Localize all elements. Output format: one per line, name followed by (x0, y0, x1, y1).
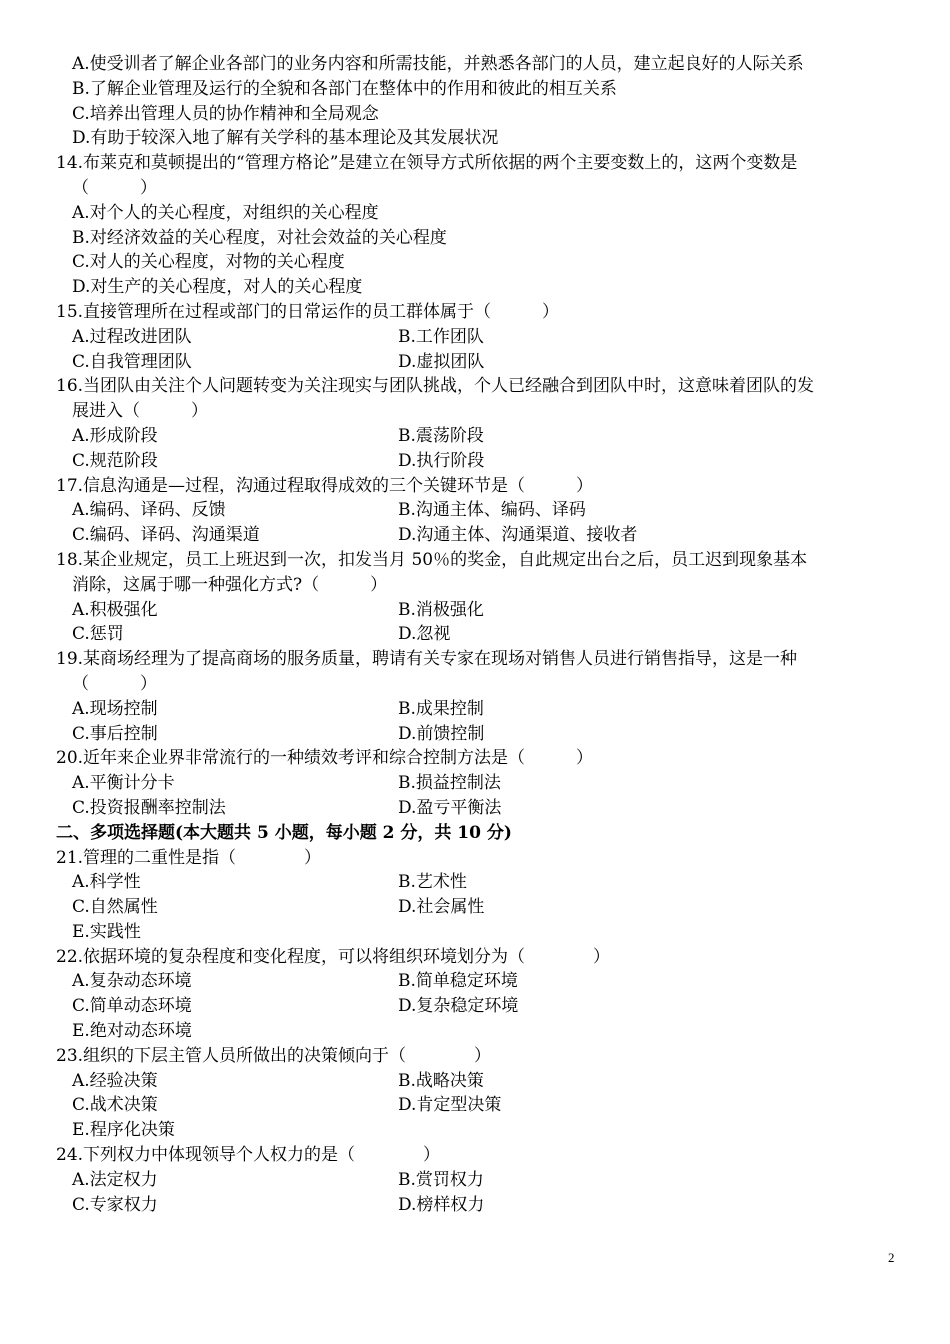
question-continuation: 消除，这属于哪一种强化方式?（ ） (72, 574, 388, 595)
question-text: 24.下列权力中体现领导个人权力的是（ ） (56, 1145, 441, 1166)
option-text: A.现场控制 (72, 698, 158, 719)
page-number: 2 (888, 1250, 895, 1265)
option-text: A.平衡计分卡 (72, 773, 175, 794)
option-text: C.投资报酬率控制法 (72, 797, 226, 818)
option-text: A.过程改进团队 (72, 326, 192, 347)
option-row (0, 1069, 950, 1094)
question-text: 21.管理的二重性是指（ ） (56, 847, 322, 868)
option-text: D.盈亏平衡法 (398, 797, 502, 818)
option-text: C.自然属性 (72, 897, 158, 918)
question-text: 16.当团队由关注个人问题转变为关注现实与团队挑战，个人已经融合到团队中时，这意味着团队的发 (56, 376, 815, 397)
option-text: A.法定权力 (72, 1169, 158, 1190)
option-text: E.绝对动态环境 (72, 1021, 192, 1042)
option-text: B.震荡阶段 (398, 425, 484, 446)
question-continuation: 展进入（ ） (72, 401, 208, 422)
question-text: 20.近年来企业界非常流行的一种绩效考评和综合控制方法是（ ） (56, 748, 594, 769)
option-text: B.艺术性 (398, 872, 467, 893)
option-text: D.前馈控制 (398, 723, 485, 744)
document-body (0, 52, 950, 1217)
option-text: A.形成阶段 (72, 425, 158, 446)
question-text: 15.直接管理所在过程或部门的日常运作的员工群体属于（ ） (56, 301, 560, 322)
question-continuation: （ ） (72, 673, 157, 694)
option-row (0, 895, 950, 920)
option-text: B.简单稳定环境 (398, 971, 518, 992)
option-text: C.惩罚 (72, 624, 124, 645)
question-text: 22.依据环境的复杂程度和变化程度，可以将组织环境划分为（ ） (56, 946, 611, 967)
option-row (0, 697, 950, 722)
option-text: D.对生产的关心程度，对人的关心程度 (72, 277, 363, 298)
question-continuation: （ ） (72, 177, 157, 198)
option-row (0, 994, 950, 1019)
option-text: C.培养出管理人员的协作精神和全局观念 (72, 103, 379, 124)
option-text: A.科学性 (72, 872, 141, 893)
option-text: B.工作团队 (398, 326, 484, 347)
option-text: B.赏罚权力 (398, 1169, 484, 1190)
option-text: D.肯定型决策 (398, 1095, 502, 1116)
option-text: B.对经济效益的关心程度，对社会效益的关心程度 (72, 227, 447, 248)
option-text: D.执行阶段 (398, 450, 485, 471)
option-row (0, 598, 950, 623)
option-row (0, 771, 950, 796)
option-row (0, 870, 950, 895)
option-row (0, 722, 950, 747)
option-text: E.实践性 (72, 921, 141, 942)
option-text: A.编码、译码、反馈 (72, 500, 226, 521)
option-row (0, 523, 950, 548)
option-row (0, 498, 950, 523)
question-text: 23.组织的下层主管人员所做出的决策倾向于（ ） (56, 1045, 492, 1066)
option-text: B.沟通主体、编码、译码 (398, 500, 586, 521)
option-text: A.复杂动态环境 (72, 971, 192, 992)
option-text: D.社会属性 (398, 897, 485, 918)
option-text: D.有助于较深入地了解有关学科的基本理论及其发展状况 (72, 128, 499, 149)
option-text: D.复杂稳定环境 (398, 996, 519, 1017)
option-row (0, 969, 950, 994)
option-text: B.损益控制法 (398, 773, 501, 794)
option-text: A.积极强化 (72, 599, 158, 620)
option-text: D.沟通主体、沟通渠道、接收者 (398, 525, 638, 546)
option-row (0, 1168, 950, 1193)
option-text: C.规范阶段 (72, 450, 158, 471)
option-text: D.榜样权力 (398, 1194, 485, 1215)
option-text: E.程序化决策 (72, 1120, 175, 1141)
option-text: A.经验决策 (72, 1070, 158, 1091)
option-text: D.虚拟团队 (398, 351, 485, 372)
option-text: B.消极强化 (398, 599, 484, 620)
question-text: 17.信息沟通是—过程，沟通过程取得成效的三个关键环节是（ ） (56, 475, 594, 496)
option-text: C.战术决策 (72, 1095, 158, 1116)
option-text: A.对个人的关心程度，对组织的关心程度 (72, 202, 379, 223)
option-text: C.自我管理团队 (72, 351, 192, 372)
question-text: 19.某商场经理为了提高商场的服务质量，聘请有关专家在现场对销售人员进行销售指导，这是一种 (56, 649, 798, 670)
option-text: D.忽视 (398, 624, 451, 645)
option-text: C.编码、译码、沟通渠道 (72, 525, 260, 546)
option-row (0, 1193, 950, 1218)
question-text: 18.某企业规定，员工上班迟到一次，扣发当月 50％的奖金，自此规定出台之后，员工迟到现象基本 (56, 549, 808, 570)
option-text: B.成果控制 (398, 698, 484, 719)
option-row (0, 325, 950, 350)
option-text: C.专家权力 (72, 1194, 158, 1215)
option-row (0, 1093, 950, 1118)
option-text: A.使受训者了解企业各部门的业务内容和所需技能，并熟悉各部门的人员，建立起良好的人际关系 (72, 54, 804, 74)
option-text: B.战略决策 (398, 1070, 484, 1091)
option-text: C.事后控制 (72, 723, 158, 744)
option-text: C.简单动态环境 (72, 996, 192, 1017)
section-heading: 二、多项选择题(本大题共 5 小题，每小题 2 分，共 10 分) (56, 822, 512, 843)
question-text: 14.布莱克和莫顿提出的“管理方格论”是建立在领导方式所依据的两个主要变数上的，这两个变数是 (56, 153, 798, 174)
option-row (0, 424, 950, 449)
option-text: C.对人的关心程度，对物的关心程度 (72, 252, 345, 273)
option-row (0, 622, 950, 647)
option-text: B.了解企业管理及运行的全貌和各部门在整体中的作用和彼此的相互关系 (72, 78, 617, 99)
option-row (0, 449, 950, 474)
option-row (0, 350, 950, 375)
option-row (0, 796, 950, 821)
